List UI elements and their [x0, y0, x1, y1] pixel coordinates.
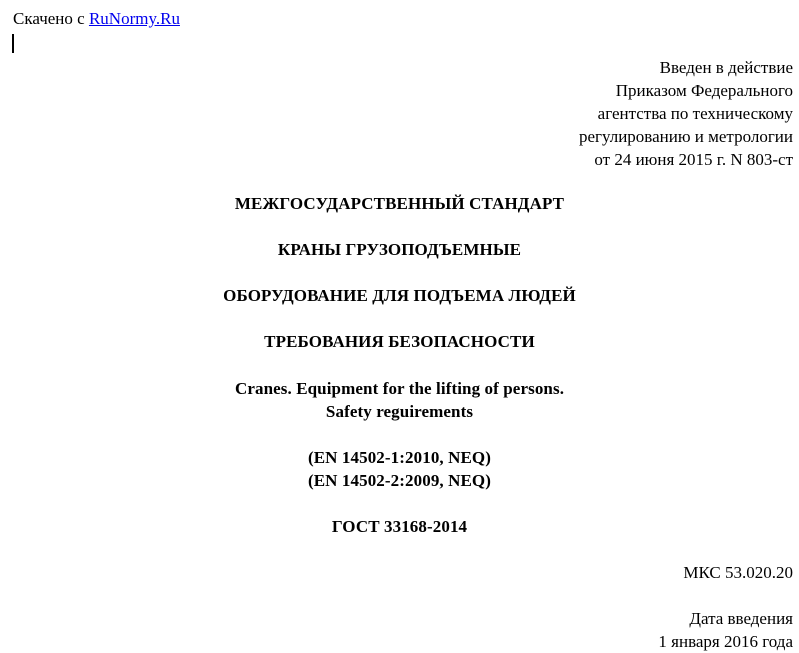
intro-date-value: 1 января 2016 года: [658, 632, 793, 651]
gost-number: ГОСТ 33168-2014: [331, 517, 468, 536]
standard-type-heading: МЕЖГОСУДАРСТВЕННЫЙ СТАНДАРТ: [234, 194, 565, 213]
decree-line: агентства по техническому: [597, 104, 793, 123]
reference-line-2: (EN 14502-2:2009, NEQ): [307, 471, 492, 490]
title-line-1: КРАНЫ ГРУЗОПОДЪЕМНЫЕ: [277, 240, 522, 259]
english-title-line-1: Cranes. Equipment for the lifting of persons.: [234, 379, 565, 398]
decree-line: от 24 июня 2015 г. N 803-ст: [594, 150, 793, 169]
intro-date-label: Дата введения: [689, 609, 793, 628]
decree-line: Приказом Федерального: [615, 81, 793, 100]
decree-block: [579, 56, 793, 171]
mks-code: МКС 53.020.20: [683, 563, 793, 582]
source-line: [13, 9, 180, 29]
decree-line: регулированию и метрологии: [578, 127, 793, 146]
source-link[interactable]: RuNormy.Ru: [88, 9, 180, 28]
source-prefix: Скачено с: [13, 9, 89, 28]
english-title-line-2: Safety reguirements: [325, 402, 474, 421]
title-line-2: ОБОРУДОВАНИЕ ДЛЯ ПОДЪЕМА ЛЮДЕЙ: [223, 286, 576, 305]
text-cursor: [12, 34, 14, 53]
title-line-3: ТРЕБОВАНИЯ БЕЗОПАСНОСТИ: [264, 332, 535, 351]
decree-line: Введен в действие: [659, 58, 793, 77]
reference-line-1: (EN 14502-1:2010, NEQ): [307, 448, 492, 467]
